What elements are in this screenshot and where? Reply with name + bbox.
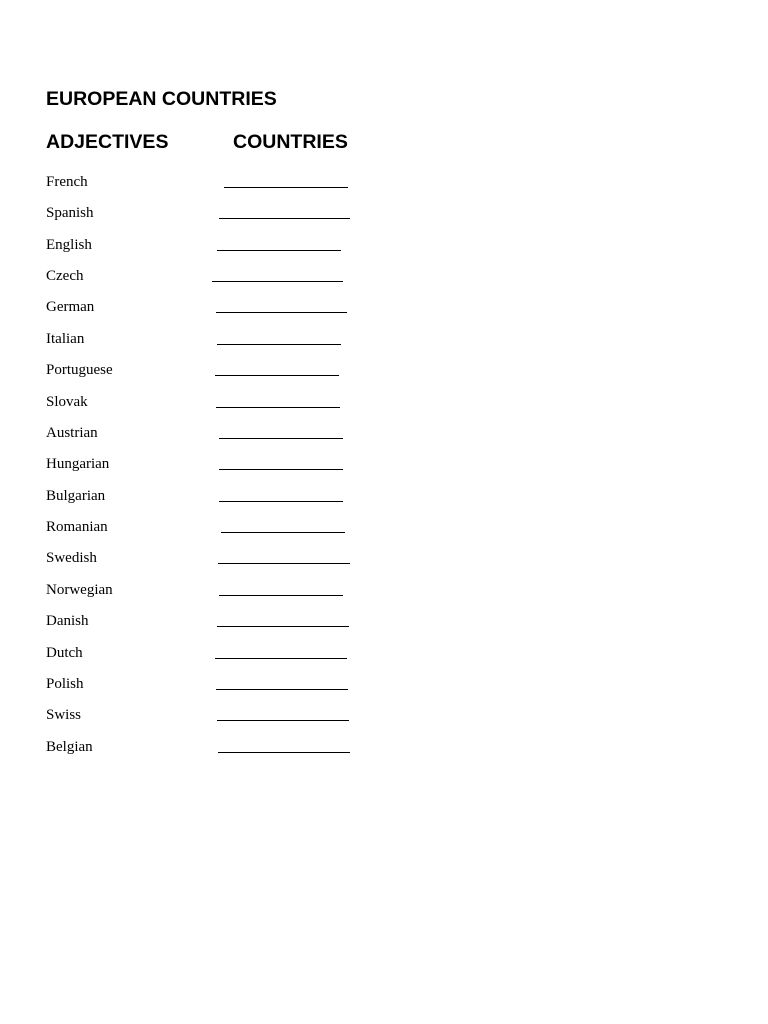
- list-item: [0, 454, 400, 476]
- adjective-label: Italian: [46, 331, 85, 347]
- answer-blank-line[interactable]: [224, 187, 348, 188]
- answer-blank-line[interactable]: [219, 595, 343, 596]
- answer-blank-line[interactable]: [215, 658, 347, 659]
- adjective-label: Swedish: [46, 550, 97, 566]
- list-item: [0, 392, 400, 414]
- adjective-label: German: [46, 299, 95, 315]
- answer-blank-line[interactable]: [215, 375, 339, 376]
- list-item: [0, 329, 400, 351]
- list-item: [0, 486, 400, 508]
- adjective-label: Portuguese: [46, 362, 113, 378]
- answer-blank-line[interactable]: [212, 281, 343, 282]
- adjective-label: Romanian: [46, 519, 108, 535]
- list-item: [0, 548, 400, 570]
- answer-blank-line[interactable]: [216, 689, 348, 690]
- answer-blank-line[interactable]: [217, 250, 341, 251]
- list-item: [0, 643, 400, 665]
- list-item: [0, 172, 400, 194]
- adjectives-column-header: ADJECTIVES: [46, 131, 169, 153]
- adjective-label: Belgian: [46, 739, 93, 755]
- list-item: [0, 611, 400, 633]
- countries-column-header: COUNTRIES: [233, 131, 348, 153]
- list-item: [0, 517, 400, 539]
- adjective-label: Slovak: [46, 394, 88, 410]
- list-item: [0, 737, 400, 759]
- list-item: [0, 360, 400, 382]
- answer-blank-line[interactable]: [217, 626, 349, 627]
- adjective-label: Polish: [46, 676, 84, 692]
- list-item: [0, 203, 400, 225]
- list-item: [0, 297, 400, 319]
- list-item: [0, 580, 400, 602]
- answer-blank-line[interactable]: [219, 438, 343, 439]
- list-item: [0, 266, 400, 288]
- adjective-label: Norwegian: [46, 582, 113, 598]
- adjective-label: Spanish: [46, 205, 94, 221]
- answer-blank-line[interactable]: [218, 563, 350, 564]
- list-item: [0, 674, 400, 696]
- adjective-label: Austrian: [46, 425, 98, 441]
- answer-blank-line[interactable]: [219, 218, 350, 219]
- list-item: [0, 423, 400, 445]
- page-title: EUROPEAN COUNTRIES: [46, 88, 277, 110]
- answer-blank-line[interactable]: [218, 752, 350, 753]
- adjective-label: Swiss: [46, 707, 82, 723]
- answer-blank-line[interactable]: [217, 344, 341, 345]
- adjective-label: Hungarian: [46, 456, 110, 472]
- list-item: [0, 705, 400, 727]
- adjective-label: French: [46, 174, 88, 190]
- answer-blank-line[interactable]: [221, 532, 345, 533]
- answer-blank-line[interactable]: [217, 720, 349, 721]
- answer-blank-line[interactable]: [216, 407, 340, 408]
- adjective-label: Czech: [46, 268, 84, 284]
- answer-blank-line[interactable]: [216, 312, 347, 313]
- adjective-label: Dutch: [46, 645, 83, 661]
- adjective-label: Bulgarian: [46, 488, 106, 504]
- list-item: [0, 235, 400, 257]
- answer-blank-line[interactable]: [219, 469, 343, 470]
- answer-blank-line[interactable]: [219, 501, 343, 502]
- adjective-label: Danish: [46, 613, 89, 629]
- adjective-label: English: [46, 237, 92, 253]
